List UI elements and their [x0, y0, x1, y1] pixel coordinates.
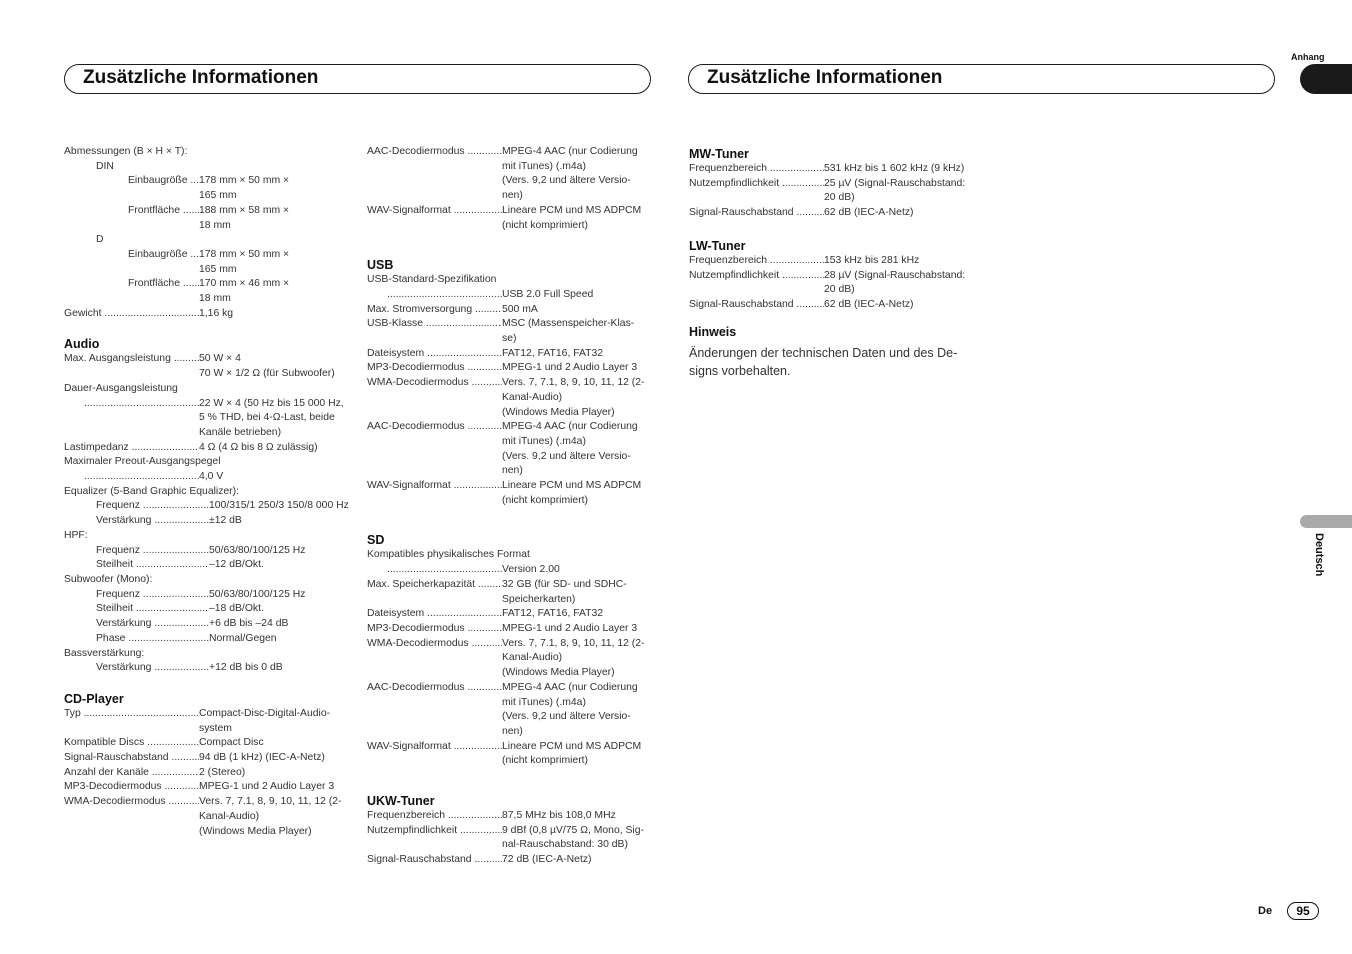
spec-row: Nutzempfindlichkeit ..... 9 dBf (0,8 µV/75 Ω, Mono, Sig- nal-Rauschabstand: 30 dB) — [367, 824, 657, 853]
spec-row: Dateisystem ..... FAT12, FAT16, FAT32 — [367, 347, 657, 362]
spec-row: Lastimpedanz ..... 4 Ω (4 Ω bis 8 Ω zulässig) — [64, 441, 354, 456]
page-title-left: Zusätzliche Informationen — [83, 67, 319, 88]
section-heading-cd-player: CD-Player — [64, 691, 124, 706]
spec-row: Frequenz ..... 50/63/80/100/125 Hz — [64, 544, 354, 559]
section-heading-audio: Audio — [64, 337, 100, 352]
spec-row: Kompatibles physikalisches Format — [367, 549, 530, 561]
spec-row: DIN — [96, 160, 114, 172]
spec-row: Signal-Rauschabstand ..... 94 dB (1 kHz) (IEC-A-Netz) — [64, 751, 354, 766]
section-tab-label: Anhang — [1291, 52, 1325, 62]
section-tab-marker — [1300, 64, 1352, 94]
spec-row: Anzahl der Kanäle ..... 2 (Stereo) — [64, 766, 354, 781]
spec-row: Typ ..... Compact-Disc-Digital-Audio- system — [64, 707, 354, 736]
spec-row: Verstärkung ..... ±12 dB — [64, 514, 354, 529]
spec-row: WAV-Signalformat ..... Lineare PCM und MS ADPCM (nicht komprimiert) — [367, 740, 657, 769]
spec-row: Nutzempfindlichkeit ..... 28 µV (Signal-Rauschabstand: 20 dB) — [689, 269, 989, 298]
header-right — [688, 64, 1275, 94]
spec-row: D — [96, 234, 104, 246]
spec-row: ..... Version 2.00 — [367, 563, 657, 578]
spec-row: WMA-Decodiermodus ..... Vers. 7, 7.1, 8, 9, 10, 11, 12 (2- Kanal-Audio) (Windows Media Player) — [367, 637, 657, 681]
page-title-right: Zusätzliche Informationen — [707, 67, 943, 88]
spec-row: Einbaugröße ..... 178 mm × 50 mm × 165 mm — [64, 248, 354, 277]
spec-row: Signal-Rauschabstand ..... 62 dB (IEC-A-Netz) — [689, 206, 989, 221]
spec-row: ..... 22 W × 4 (50 Hz bis 15 000 Hz, 5 % THD, bei 4-Ω-Last, beide Kanäle betrieben) — [64, 397, 354, 441]
spec-row: Einbaugröße ..... 178 mm × 50 mm × 165 mm — [64, 174, 354, 203]
spec-column-1 — [64, 145, 354, 839]
spec-row: Max. Ausgangsleistung ..... 50 W × 4 70 W × 1/2 Ω (für Subwoofer) — [64, 352, 354, 381]
spec-row: AAC-Decodiermodus ..... MPEG-4 AAC (nur Codierung mit iTunes) (.m4a) (Vers. 9,2 und ältere Versio- nen) — [367, 145, 657, 204]
spec-row: AAC-Decodiermodus ..... MPEG-4 AAC (nur Codierung mit iTunes) (.m4a) (Vers. 9,2 und ältere Versio- nen) — [367, 681, 657, 740]
hinweis-text: Änderungen der technischen Daten und des De- signs vorbehalten. — [689, 345, 958, 378]
spec-row: Signal-Rauschabstand ..... 62 dB (IEC-A-Netz) — [689, 298, 989, 313]
spec-row: ..... 4,0 V — [64, 470, 354, 485]
spec-row: Signal-Rauschabstand ..... 72 dB (IEC-A-Netz) — [367, 853, 657, 868]
spec-row: Frontfläche ..... 188 mm × 58 mm × 18 mm — [64, 204, 354, 233]
spec-row: Subwoofer (Mono): — [64, 573, 153, 585]
spec-column-2 — [367, 145, 657, 868]
spec-row: Dateisystem ..... FAT12, FAT16, FAT32 — [367, 607, 657, 622]
spec-row: WAV-Signalformat ..... Lineare PCM und MS ADPCM (nicht komprimiert) — [367, 204, 657, 233]
spec-row: WMA-Decodiermodus ..... Vers. 7, 7.1, 8, 9, 10, 11, 12 (2- Kanal-Audio) (Windows Media Player) — [367, 376, 657, 420]
language-tab-label: Deutsch — [1313, 533, 1325, 577]
spec-row: Abmessungen (B × H × T): — [64, 146, 188, 157]
spec-row: Max. Stromversorgung ..... 500 mA — [367, 303, 657, 318]
section-heading-usb: USB — [367, 258, 394, 273]
spec-row: MP3-Decodiermodus ..... MPEG-1 und 2 Audio Layer 3 — [367, 361, 657, 376]
spec-row: Nutzempfindlichkeit ..... 25 µV (Signal-Rauschabstand: 20 dB) — [689, 177, 989, 206]
section-heading-sd: SD — [367, 533, 385, 548]
footer-language: De — [1258, 905, 1273, 917]
spec-row: USB-Klasse ..... MSC (Massenspeicher-Klas- se) — [367, 317, 657, 346]
spec-row: Gewicht ..... 1,16 kg — [64, 307, 354, 322]
section-heading-ukw-tuner: UKW-Tuner — [367, 794, 435, 809]
spec-row: Frontfläche ..... 170 mm × 46 mm × 18 mm — [64, 277, 354, 306]
section-heading-lw-tuner: LW-Tuner — [689, 238, 746, 253]
spec-row: HPF: — [64, 529, 88, 541]
spec-row: WAV-Signalformat ..... Lineare PCM und MS ADPCM (nicht komprimiert) — [367, 479, 657, 508]
spec-row: Frequenz ..... 100/315/1 250/3 150/8 000 Hz — [64, 499, 354, 514]
spec-row: Frequenzbereich ..... 153 kHz bis 281 kHz — [689, 254, 989, 269]
section-heading-mw-tuner: MW-Tuner — [689, 147, 749, 161]
spec-row: Frequenzbereich ..... 531 kHz bis 1 602 kHz (9 kHz) — [689, 162, 989, 177]
spec-row: Steilheit ..... –18 dB/Okt. — [64, 602, 354, 617]
spec-row: AAC-Decodiermodus ..... MPEG-4 AAC (nur Codierung mit iTunes) (.m4a) (Vers. 9,2 und ältere Versio- nen) — [367, 420, 657, 479]
spec-row: Frequenzbereich ..... 87,5 MHz bis 108,0 MHz — [367, 809, 657, 824]
spec-row: Dauer-Ausgangsleistung — [64, 382, 178, 394]
language-tab-marker — [1300, 515, 1352, 528]
spec-row: WMA-Decodiermodus ..... Vers. 7, 7.1, 8, 9, 10, 11, 12 (2- Kanal-Audio) (Windows Media Player) — [64, 795, 354, 839]
spec-row: Maximaler Preout-Ausgangspegel — [64, 456, 221, 468]
spec-column-3 — [689, 146, 989, 380]
spec-row: USB-Standard-Spezifikation — [367, 274, 497, 286]
spec-row: ..... USB 2.0 Full Speed — [367, 288, 657, 303]
spec-row: MP3-Decodiermodus ..... MPEG-1 und 2 Audio Layer 3 — [367, 622, 657, 637]
header-left — [64, 64, 651, 94]
spec-row: Verstärkung ..... +12 dB bis 0 dB — [64, 661, 354, 676]
spec-row: MP3-Decodiermodus ..... MPEG-1 und 2 Audio Layer 3 — [64, 780, 354, 795]
spec-row: Max. Speicherkapazität ..... 32 GB (für SD- und SDHC- Speicherkarten) — [367, 578, 657, 607]
spec-row: Equalizer (5-Band Graphic Equalizer): — [64, 485, 239, 497]
spec-row: Phase ..... Normal/Gegen — [64, 632, 354, 647]
spec-row: Verstärkung ..... +6 dB bis –24 dB — [64, 617, 354, 632]
spec-row: Bassverstärkung: — [64, 647, 145, 659]
section-heading-hinweis: Hinweis — [689, 324, 737, 339]
spec-row: Frequenz ..... 50/63/80/100/125 Hz — [64, 588, 354, 603]
page-number: 95 — [1287, 902, 1319, 920]
spec-row: Kompatible Discs ..... Compact Disc — [64, 736, 354, 751]
spec-row: Steilheit ..... –12 dB/Okt. — [64, 558, 354, 573]
